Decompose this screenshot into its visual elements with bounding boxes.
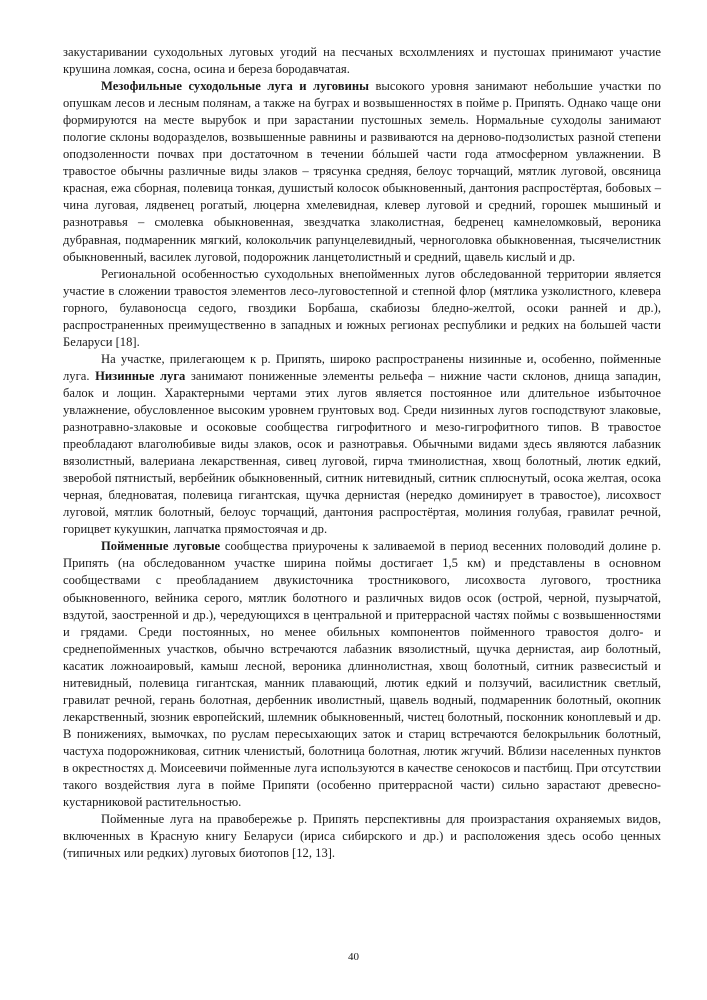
body-text	[63, 44, 661, 862]
page-number: 40	[348, 951, 359, 963]
paragraph-4	[63, 538, 661, 811]
paragraph-2	[63, 266, 661, 351]
text-run: Региональной особенностью суходольных внепойменных лугов обследованной территории является участие в сложении травостоя элементов лесо-луговостепной и степной флор (мятлика узколистного, клевера горного, булавоносца седого, гвоздики Борбаша, скабиозы бледно-желтой, осоки ранней и др.), распространенных преимущественно в западных и южных регионах республики и редких на большей части Беларуси [18].	[63, 266, 661, 349]
paragraph-5	[63, 811, 661, 862]
bold-term: Низинные луга	[95, 368, 186, 383]
paragraph-1	[63, 78, 661, 266]
text-run: занимают пониженные элементы рельефа – нижние части склонов, днища западин, балок и лощин. Характерными чертами этих лугов является постоянное или длительное избыточное увлажнение, обусловленное высоким уровнем грунтовых вод. Среди низинных лугов господствуют злаковые, разнотравно-злаковые и осоковые сообщества гигрофитного и мезо-гигрофитного типов. В травостое преобладают влаголюбивые виды злаков, осок и разнотравья. Обычными видами здесь являются лабазник вязолистный, валериана лекарственная, сивец луговой, гирча тминолистная, хвощ болотный, лютик едкий, зверобой пятнистый, вербейник обыкновенный, ситник нитевидный, ситник сплюснутый, осока желтая, осока черная, бледноватая, полевица гигантская, щучка дернистая (нередко доминирует в травостое), лисохвост луговой, мятлик болотный, белоус торчащий, дантония распростёртая, молиния голубая, гравилат речной, горицвет кукушкин, лапчатка прямостоячая и др.	[63, 368, 661, 537]
paragraph-0	[63, 44, 661, 78]
paragraph-3	[63, 351, 661, 539]
text-run: сообщества приурочены к заливаемой в период весенних половодий долине р. Припять (на обследованном участке ширина поймы достигает 1,5 км) и представлены в основном сообществами с преобладанием двукисточника тростникового, лисохвоста лугового, тростника обыкновенного, вейника серого, мятлик болотного и различных видов осок (острой, черной, пузырчатой, вздутой, заостренной и др.), чередующихся в центральной и притеррасной частях поймы с возвышенностями и грядами. Среди постоянных, но менее обильных компонентов пойменного травостоя долго- и среднепойменных участков, обычно встречаются лабазник вязолистный, щучка дернистая, аир болотный, касатик ложноаировый, камыш лесной, вероника длиннолистная, хвощ болотный, ситник развесистый и нитевидный, полевица гигантская, манник плавающий, лютик едкий и ползучий, василистник светлый, гравилат речной, герань болотная, дербенник иволистный, щавель водный, подмаренник болотный, окопник лекарственный, зюзник европейский, шлемник обыкновенный, чистец болотный, посконник коноплевый и др. В понижениях, вымочках, по руслам пересыхающих заток и стариц встречаются белокрыльник болотный, частуха подорожниковая, ситник членистый, болотница болотная, лютик жгучий. Вблизи населенных пунктов в окрестностях д. Моисеевичи пойменные луга используются в качестве сенокосов и пастбищ. При отсутствии такого воздействия луга в пойме Припяти (особенно притеррасной части) сильно зарастают древесно-кустарниковой растительностью.	[63, 539, 662, 810]
text-run: закустаривании суходольных луговых угодий на песчаных всхолмлениях и пустошах принимают участие крушина ломкая, сосна, осина и береза бородавчатая.	[63, 45, 661, 77]
bold-term: Пойменные луговые	[101, 539, 221, 554]
text-run: На участке, прилегающем к р. Припять, широко распространены низинные и, особенно, пойменные луга.	[63, 351, 661, 383]
text-run: Пойменные луга на правобережье р. Припять перспективны для произрастания охраняемых видов, включенных в Красную книгу Беларуси (ириса сибирского и др.) и расположения здесь особо ценных (типичных или редких) луговых биотопов [12, 13].	[63, 812, 661, 861]
bold-term: Мезофильные суходольные луга и луговины	[101, 79, 369, 94]
text-run: высокого уровня занимают небольшие участки по опушкам лесов и лесным полянам, а также на буграх и возвышенностях в пойме р. Припять. Однако чаще они формируются на месте вырубок и при зарастании пустошных земель. Нормальные суходолы занимают пологие склоны водоразделов, возвышенные равнины и развиваются на дерново-подзолистых разной степени оподзоленности почвах при достаточном в течении бóльшей части года атмосферном увлажнении. В травостое обычны различные виды злаков – трясунка средняя, белоус торчащий, мятлик луговой, овсяница красная, ежа сборная, полевица тонкая, душистый колосок обыкновенный, дантония распростёртая, бобовых – чина луговая, лядвенец рогатый, люцерна хмелевидная, клевер луговой и средний, горошек мышиный и разнотравья – смолевка обыкновенная, звездчатка злаколистная, бедренец камнеломковый, вероника дубравная, подмаренник мягкий, колокольчик рапунцелевидный, черноголовка обыкновенная, тысячелистник обыкновенный, василек луговой, подорожник ланцетолистный и средний, щавель кислый и др.	[63, 79, 661, 264]
